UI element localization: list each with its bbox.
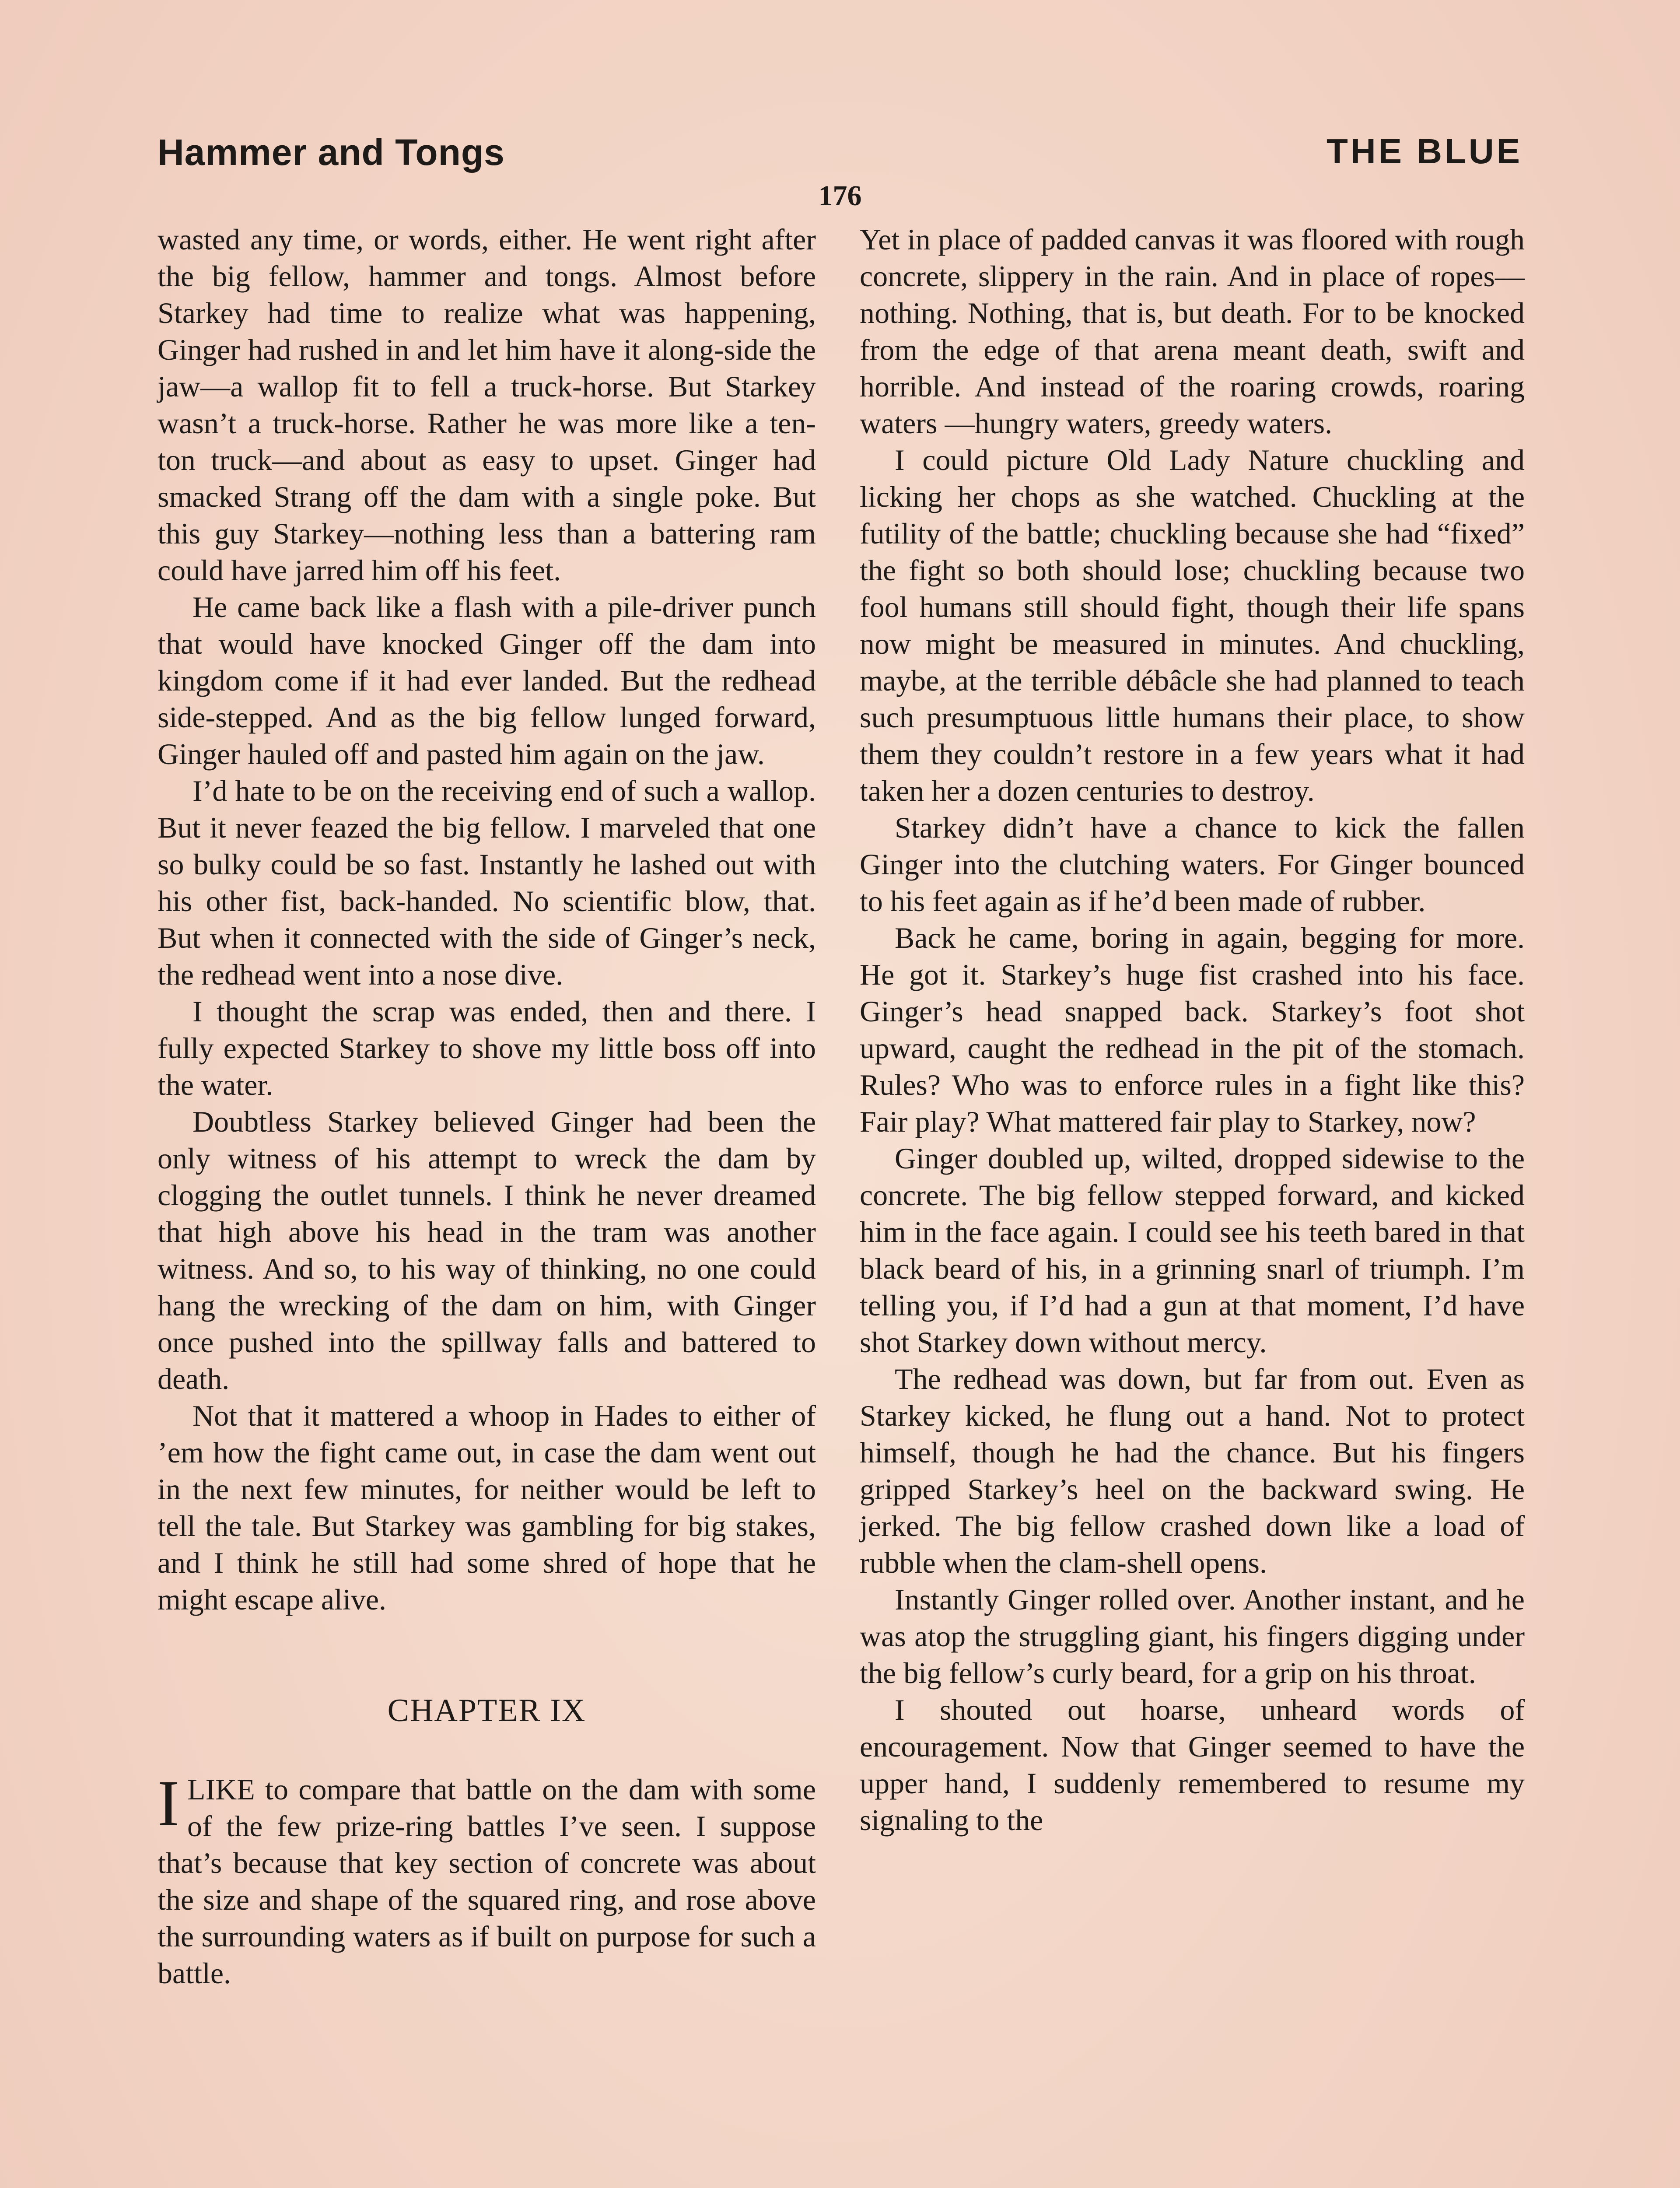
paragraph: I’d hate to be on the receiving end of such a wallop. But it never feazed the big fellow. I marveled that one so bulky could be so fast. Instantly he lashed out with his other fist, back-handed. No scientific blow, that. But when it connected with the side of Ginger’s neck, the redhead went into a nose dive. xyxy=(158,774,816,991)
paragraph: I shouted out hoarse, unheard words of encouragement. Now that Ginger seemed to have the upper hand, I suddenly remembered to resume my signaling to the xyxy=(860,1693,1525,1837)
left-column xyxy=(158,221,816,1992)
chapter-heading: CHAPTER IX xyxy=(387,1693,586,1729)
paragraph: Not that it mattered a whoop in Hades to either of ’em how the fight came out, in case the dam went out in the next few minutes, for neither would be left to tell the tale. But Starkey was gambling for big stakes, and I think he still had some shred of hope that he might escape alive. xyxy=(158,1399,816,1616)
paragraph: Instantly Ginger rolled over. Another instant, and he was atop the struggling giant, his fingers digging under the big fellow’s curly beard, for a grip on his throat. xyxy=(860,1583,1525,1690)
right-column xyxy=(860,221,1525,1838)
paragraph: Ginger doubled up, wilted, dropped sidewise to the concrete. The big fellow stepped forward, and kicked him in the face again. I could see his teeth bared in that black beard of his, in a grinning snarl of triumph. I’m telling you, if I’d had a gun at that moment, I’d have shot Starkey down without mercy. xyxy=(860,1142,1525,1359)
paragraph: The redhead was down, but far from out. Even as Starkey kicked, he flung out a hand. Not to protect himself, though he had the chance. But his fingers gripped Starkey’s heel on the backward swing. He jerked. The big fellow crashed down like a load of rubble when the clam-shell opens. xyxy=(860,1362,1525,1579)
paragraph: Doubtless Starkey believed Ginger had been the only witness of his attempt to wreck the dam by clogging the outlet tunnels. I think he never dreamed that high above his head in the tram was another witness. And so, to his way of thinking, no one could hang the wrecking of the dam on him, with Ginger once pushed into the spillway falls and battered to death. xyxy=(158,1105,816,1396)
paragraph: Back he came, boring in again, begging for more. He got it. Starkey’s huge fist crashed into his face. Ginger’s head snapped back. Starkey’s foot shot upward, caught the redhead in the pit of the stomach. Rules? Who was to enforce rules in a fight like this? Fair play? What mattered fair play to Starkey, now? xyxy=(860,921,1525,1138)
running-title: Hammer and Tongs xyxy=(158,132,505,173)
paragraph: Starkey didn’t have a chance to kick the fallen Ginger into the clutching waters. For Ginger bounced to his feet again as if he’d been made of rubber. xyxy=(860,811,1525,918)
paragraph: wasted any time, or words, either. He went right after the big fellow, hammer and tongs. Almost before Starkey had time to realize what was happening, Ginger had rushed in and let him have it along-side the jaw—a wallop fit to fell a truck-horse. But Starkey wasn’t a truck-horse. Rather he was more like a ten-ton truck—and about as easy to upset. Ginger had smacked Strang off the dam with a single poke. But this guy Starkey—nothing less than a battering ram could have jarred him off his feet. xyxy=(158,223,816,587)
paragraph: He came back like a flash with a pile-driver punch that would have knocked Ginger off the dam into kingdom come if it had ever landed. But the redhead side-stepped. And as the big fellow lunged forward, Ginger hauled off and pasted him again on the jaw. xyxy=(158,590,816,771)
paragraph: Yet in place of padded canvas it was floored with rough concrete, slippery in the rain. And in place of ropes—nothing. Nothing, that is, but death. For to be knocked from the edge of that arena meant death, swift and horrible. And instead of the roaring crowds, roaring waters —hungry waters, greedy waters. xyxy=(860,223,1525,440)
paragraph: I thought the scrap was ended, then and there. I fully expected Starkey to shove my little boss off into the water. xyxy=(158,995,816,1101)
drop-cap: I xyxy=(158,1767,179,1840)
magazine-name: THE BLUE xyxy=(1326,132,1522,171)
page-number: 176 xyxy=(818,180,862,212)
chapter-opening-paragraph xyxy=(158,1767,816,1992)
paragraph: I could picture Old Lady Nature chuckling and licking her chops as she watched. Chuckling at the futility of the battle; chuckling because she had “fixed” the fight so both should lose; chuckling because two fool humans still should fight, though their life spans now might be measured in minutes. And chuckling, maybe, at the terrible débâcle she had planned to teach such presumptuous little humans their place, to show them they couldn’t restore in a few years what it had taken her a dozen centuries to destroy. xyxy=(860,443,1525,807)
chapter-opening-text: LIKE to compare that battle on the dam with some of the few prize-ring battles I’ve seen. I suppose that’s because that key section of concrete was about the size and shape of the squared ring, and rose above the surrounding waters as if built on purpose for such a battle. xyxy=(158,1773,816,1990)
